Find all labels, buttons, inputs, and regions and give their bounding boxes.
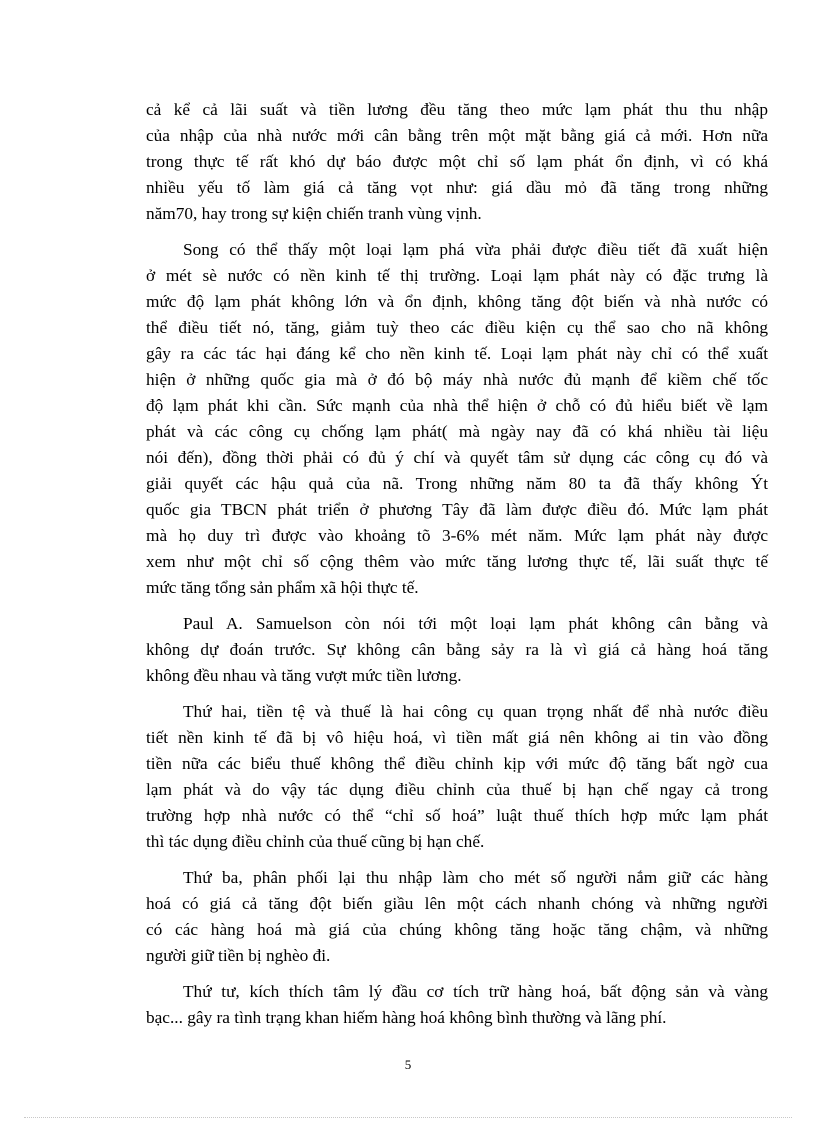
text-line: trường hợp nhà nước có thể “chỉ số hoá” luật thuế thích hợp mức lạm phát xyxy=(146,806,768,825)
document-body xyxy=(146,97,768,1041)
text-line: trong thực tế rất khó dự báo được một chỉ số lạm phát ổn định, vì có khá xyxy=(146,152,768,171)
paragraph xyxy=(146,865,768,969)
text-line: quốc gia TBCN phát triển ở phương Tây đã làm được điều đó. Mức lạm phát xyxy=(146,500,768,519)
text-line: năm70, hay trong sự kiện chiến tranh vùng vịnh. xyxy=(146,204,482,223)
text-line: hiện ở những quốc gia mà ở đó bộ máy nhà nước đủ mạnh để kiềm chế tốc xyxy=(146,370,768,389)
text-line: Thứ tư, kích thích tâm lý đầu cơ tích trữ hàng hoá, bất động sản và vàng xyxy=(183,982,768,1001)
text-line: bạc... gây ra tình trạng khan hiếm hàng hoá không bình thường và lãng phí. xyxy=(146,1008,667,1027)
text-line: không đều nhau và tăng vượt mức tiền lương. xyxy=(146,666,462,685)
text-line: tiền nữa các biểu thuế không thể điều chỉnh kịp với mức độ tăng bất ngờ cua xyxy=(146,754,768,773)
text-line: giải quyết các hậu quả của nã. Trong những năm 80 ta đã thấy không Ýt xyxy=(146,474,768,493)
text-line: thể điều tiết nó, tăng, giảm tuỳ theo các điều kiện cụ thể sao cho nã không xyxy=(146,318,768,337)
text-line: thì tác dụng điều chỉnh của thuế cũng bị hạn chế. xyxy=(146,832,485,851)
text-line: xem như một chỉ số cộng thêm vào mức tăng lương thực tế, lãi suất thực tế xyxy=(146,552,768,571)
text-line: hoá có giá cả tăng đột biến giầu lên một cách nhanh chóng và những người xyxy=(146,894,768,913)
text-line: không dự đoán trước. Sự không cân bằng sảy ra là vì giá cả hàng hoá tăng xyxy=(146,640,768,659)
text-line: nhiều yếu tố làm giá cả tăng vọt như: giá dầu mỏ đã tăng trong những xyxy=(146,178,768,197)
text-line: tiết nền kinh tế đã bị vô hiệu hoá, vì tiền mất giá nên không ai tin vào đồng xyxy=(146,728,768,747)
text-line: của nhập của nhà nước mới cân bằng trên một mặt bằng giá cả mới. Hơn nữa xyxy=(146,126,768,145)
page-number: 5 xyxy=(404,1057,412,1072)
text-line: mà họ duy trì được vào khoảng tõ 3-6% mét năm. Mức lạm phát này được xyxy=(146,526,768,545)
text-line: độ lạm phát khi cần. Sức mạnh của nhà thể hiện ở chỗ có đủ hiểu biết về lạm xyxy=(146,396,768,415)
text-line: Thứ hai, tiền tệ và thuế là hai công cụ quan trọng nhất để nhà nước điều xyxy=(183,702,768,721)
text-line: gây ra các tác hại đáng kể cho nền kinh tế. Loại lạm phát này chỉ có thể xuất xyxy=(146,344,768,363)
text-line: cả kể cả lãi suất và tiền lương đều tăng theo mức lạm phát thu thu nhập xyxy=(146,100,768,119)
text-line: Song có thể thấy một loại lạm phá vừa phải được điều tiết đã xuất hiện xyxy=(183,240,768,259)
text-line: Thứ ba, phân phối lại thu nhập làm cho mét số người nắm giữ các hàng xyxy=(183,868,768,887)
text-line: người giữ tiền bị nghèo đi. xyxy=(146,946,331,965)
text-line: nói đến), đồng thời phải có đủ ý chí và quyết tâm sử dụng các công cụ đó và xyxy=(146,448,768,467)
text-line: có các hàng hoá mà giá của chúng không tăng hoặc tăng chậm, và những xyxy=(146,920,768,939)
paragraph xyxy=(146,97,768,227)
page-bottom-divider xyxy=(24,1117,792,1118)
paragraph xyxy=(146,611,768,689)
text-line: phát và các công cụ chống lạm phát( mà ngày nay đã có khá nhiều tài liệu xyxy=(146,422,768,441)
text-line: Paul A. Samuelson còn nói tới một loại lạm phát không cân bằng và xyxy=(183,614,768,633)
paragraph xyxy=(146,237,768,601)
text-line: lạm phát và do vậy tác dụng điều chỉnh của thuế bị hạn chế ngay cả trong xyxy=(146,780,768,799)
paragraph xyxy=(146,979,768,1031)
paragraph xyxy=(146,699,768,855)
text-line: ở mét sè nước có nền kinh tế thị trường. Loại lạm phát này có đặc trưng là xyxy=(146,266,768,285)
text-line: mức tăng tổng sản phẩm xã hội thực tế. xyxy=(146,578,419,597)
text-line: mức độ lạm phát không lớn và ổn định, không tăng đột biến và nhà nước có xyxy=(146,292,768,311)
